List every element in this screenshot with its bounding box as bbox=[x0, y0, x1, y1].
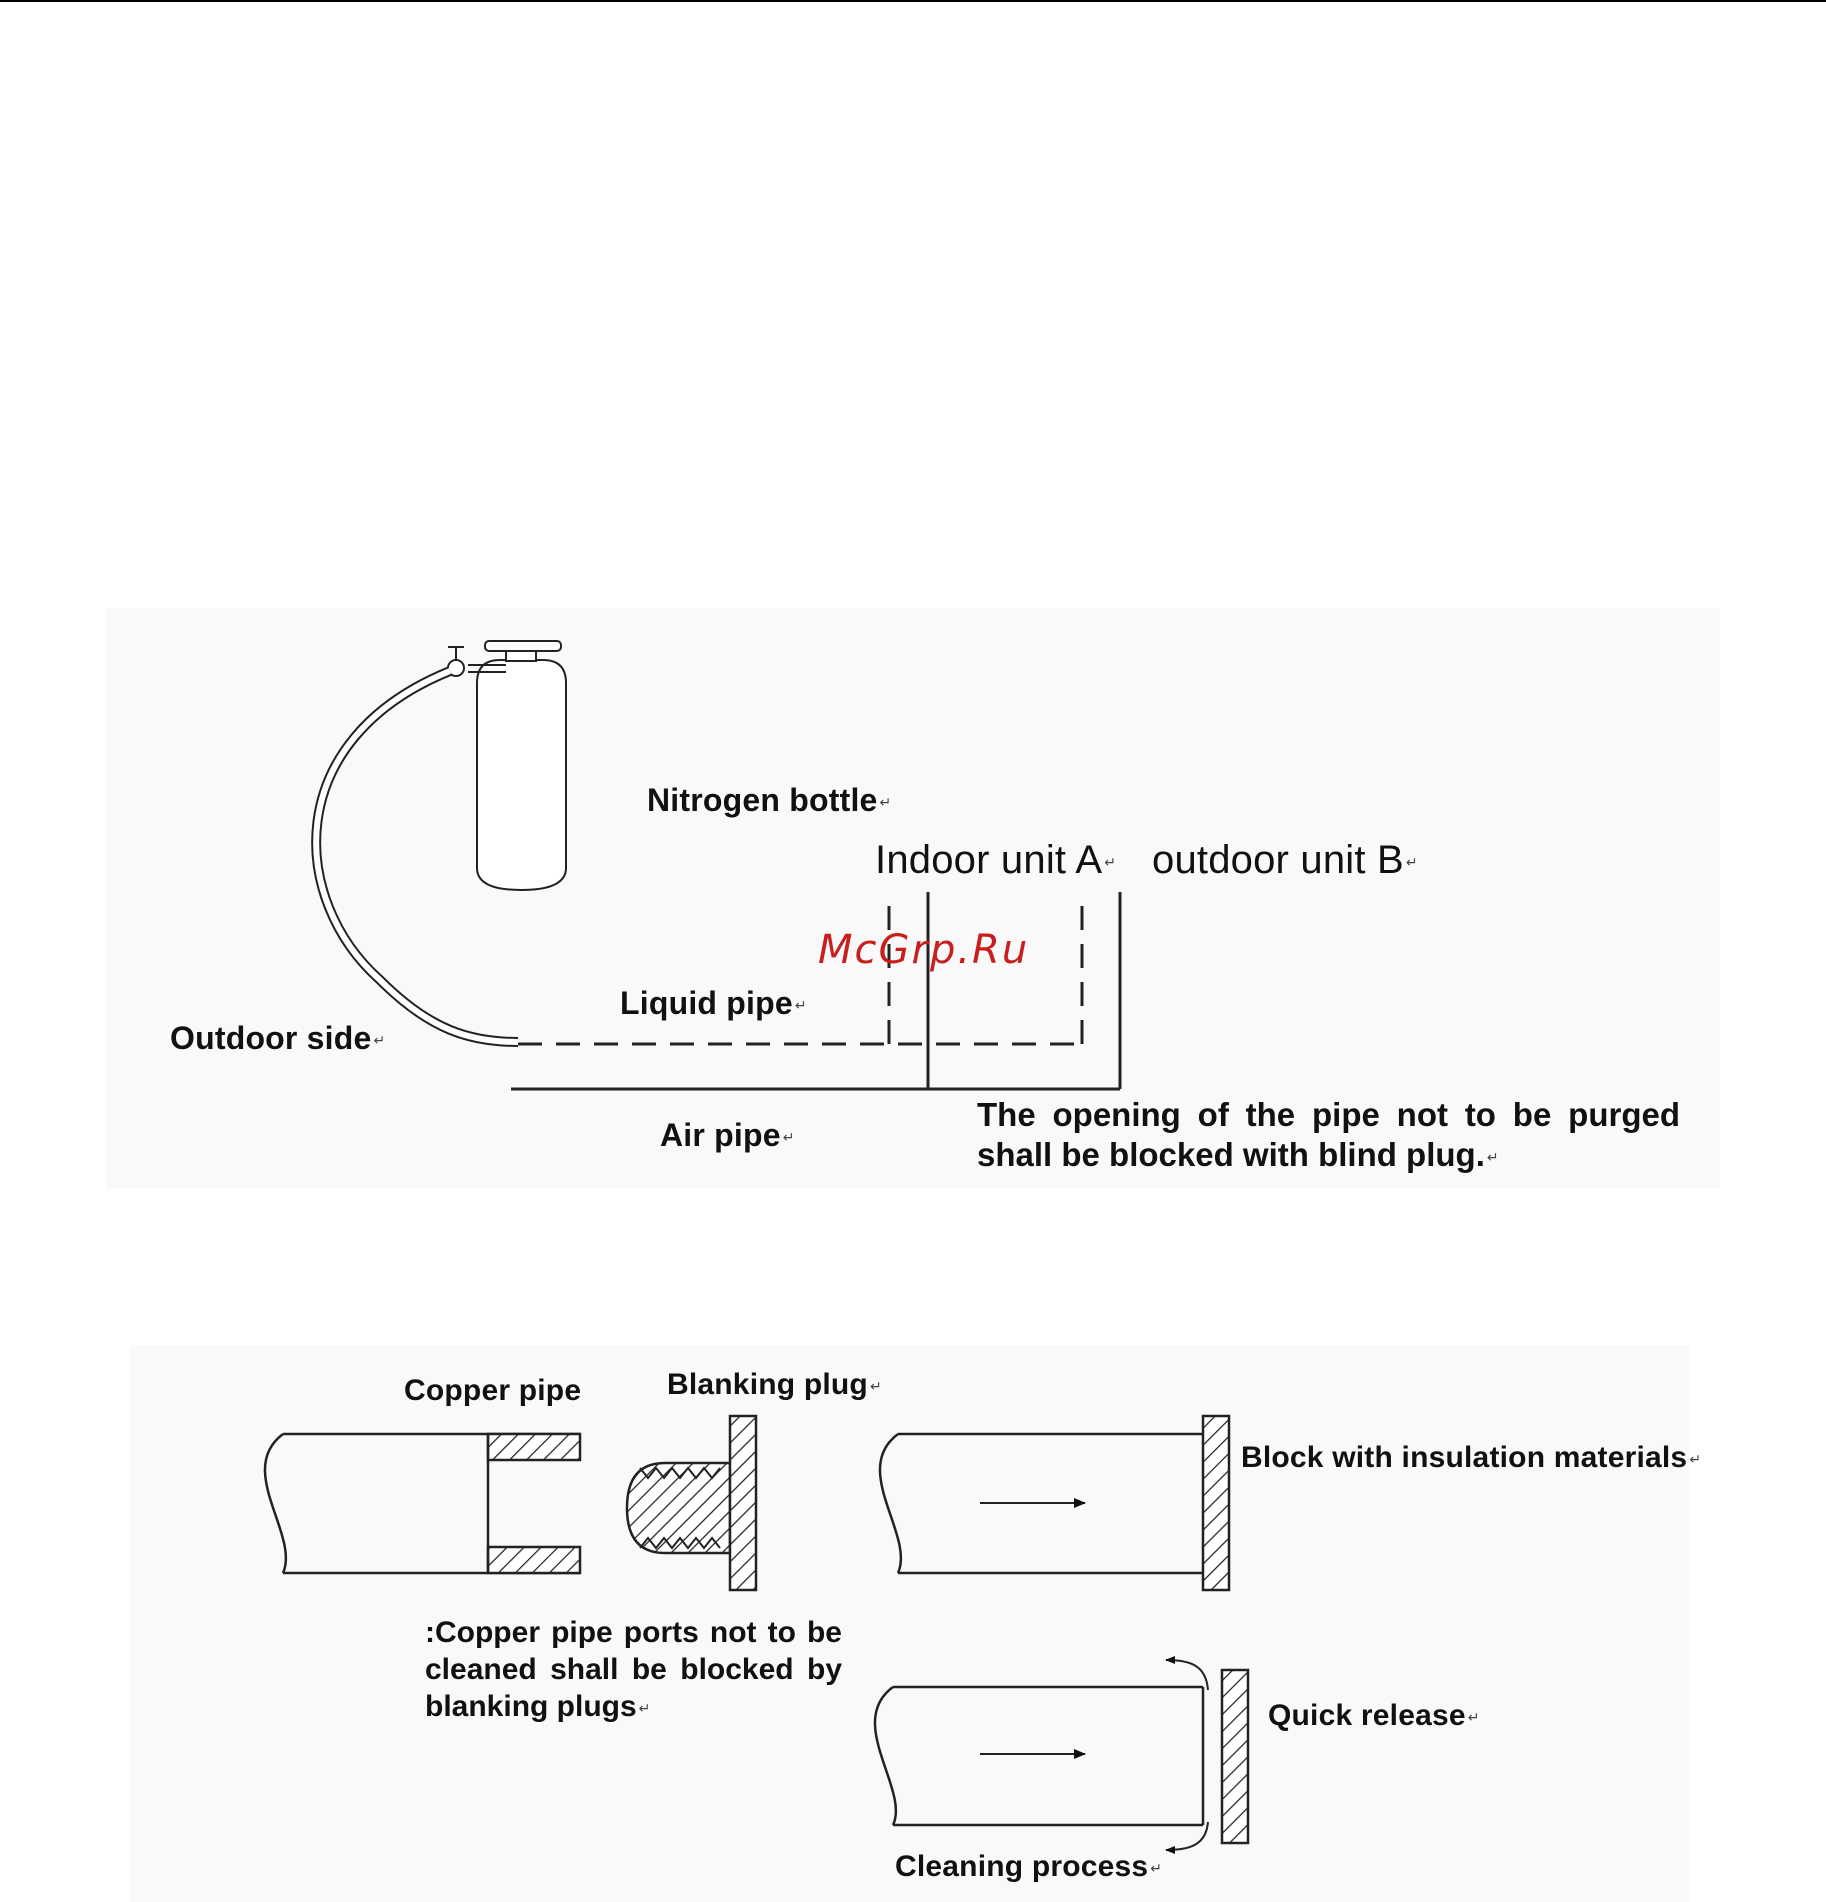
watermark: McGrp.Ru bbox=[818, 927, 1030, 973]
outdoor-unit-b-label: outdoor unit B ↵ bbox=[1152, 838, 1418, 882]
blanking-plug-note: :Copper pipe ports not to be cleaned shall be blocked by blanking plugs ↵ bbox=[425, 1616, 842, 1723]
blanking-plug-shape bbox=[627, 1416, 756, 1590]
air-pipe-label: Air pipe ↵ bbox=[660, 1117, 795, 1153]
copper-pipe-label: Copper pipe bbox=[404, 1374, 582, 1407]
insulation-block-pipe bbox=[880, 1416, 1229, 1590]
blind-plug-note: The opening of the pipe not to be purged shall be blocked with blind plug. ↵ bbox=[977, 1096, 1680, 1173]
cleaning-process-label: Cleaning process ↵ bbox=[895, 1850, 1163, 1883]
air-pipe-line bbox=[511, 892, 1120, 1089]
quick-release-pipe bbox=[875, 1660, 1248, 1850]
liquid-pipe-label: Liquid pipe ↵ bbox=[620, 985, 807, 1021]
copper-pipe-shape bbox=[265, 1434, 580, 1573]
quick-release-label: Quick release ↵ bbox=[1268, 1699, 1480, 1732]
indoor-unit-a-label: Indoor unit A ↵ bbox=[875, 838, 1117, 882]
outdoor-side-label: Outdoor side ↵ bbox=[170, 1020, 386, 1056]
nitrogen-bottle-icon bbox=[448, 641, 566, 890]
insulation-block-label: Block with insulation materials ↵ bbox=[1241, 1441, 1702, 1474]
blanking-plug-label: Blanking plug ↵ bbox=[667, 1368, 882, 1401]
nitrogen-bottle-label: Nitrogen bottle ↵ bbox=[647, 782, 892, 818]
